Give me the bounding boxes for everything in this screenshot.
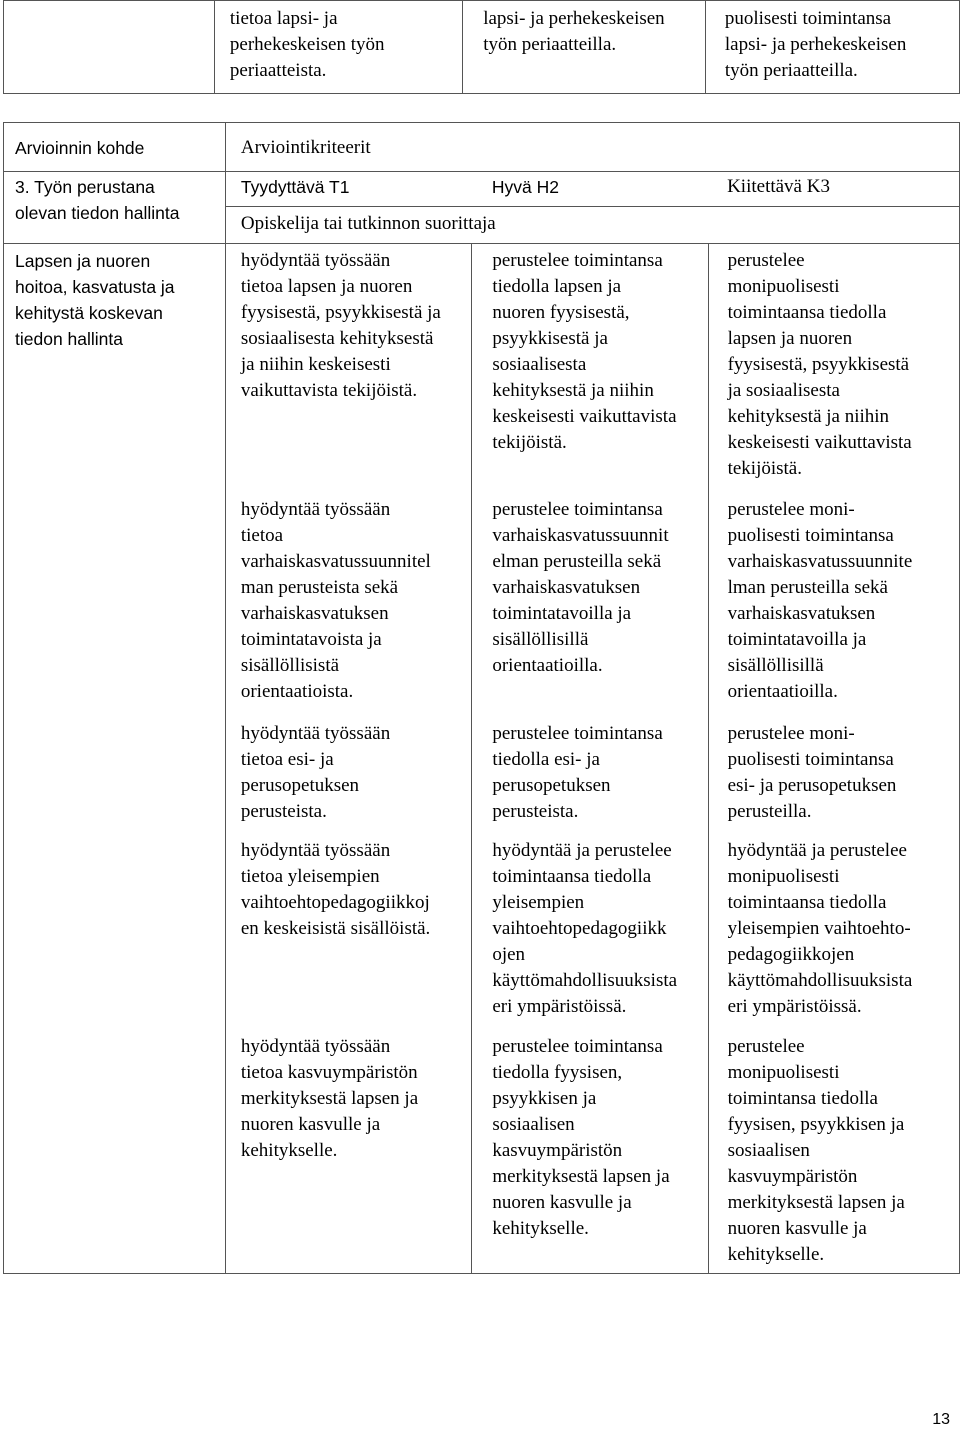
k3-criterion: hyödyntää ja perustelee monipuolisesti toimintaansa tiedolla yleisempien vaihtoehto- pedagogiikkojen käyttömahdollisuuksista eri ympäristöissä. [727, 840, 913, 1017]
t1-criterion: hyödyntää työssään tietoa esi- ja perusopetuksen perusteista. [240, 723, 391, 822]
k3-criterion: perustelee monipuolisesti toimintansa tiedolla fyysisen, psyykkisen ja sosiaalisen kasvuympäristön merkityksestä lapsen ja nuoren kasvulle ja kehitykselle. [727, 1036, 905, 1265]
k3-criterion: perustelee moni- puolisesti toimintansa varhaiskasvatussuunnite lman perusteilla sekä varhaiskasvatuksen toimintatavoilla ja sisällöllisillä orientaatioilla. [727, 499, 913, 702]
target-cell [4, 244, 226, 1274]
grade-t1-header [225, 172, 471, 207]
t1-criterion: hyödyntää työssään tietoa yleisempien vaihtoehtopedagogiikkoj en keskeisistä sisällöistä. [240, 840, 431, 939]
h2-criterion: perustelee toimintansa tiedolla fyysisen, psyykkisen ja sosiaalisen kasvuympäristön merkityksestä lapsen ja nuoren kasvulle ja kehitykselle. [492, 1036, 670, 1239]
assessment-table [3, 122, 960, 1274]
subject-label: Opiskelija tai tutkinnon suorittaja [240, 213, 496, 234]
grade-h2-header [472, 172, 708, 207]
assessment-criteria-label: Arviointikriteerit [240, 137, 371, 158]
t1-criterion: hyödyntää työssään tietoa lapsen ja nuoren fyysisestä, psyykkisestä ja sosiaalisesta kehityksestä ja niihin keskeisesti vaikuttavista tekijöistä. [240, 250, 441, 401]
page-number: 13 [932, 1411, 950, 1428]
top-empty-cell [4, 1, 215, 94]
h2-criterion: perustelee toimintansa tiedolla esi- ja perusopetuksen perusteista. [492, 723, 663, 822]
grade-t1-label: Tyydyttävä T1 [240, 177, 350, 197]
top-t1-text: tietoa lapsi- ja perhekeskeisen työn periaatteista. [229, 8, 385, 81]
top-h2-cell [463, 1, 706, 94]
top-k3-text: puolisesti toimintansa lapsi- ja perhekeskeisen työn periaatteilla. [724, 8, 907, 81]
top-k3-cell [705, 1, 959, 94]
k3-criteria-cell [708, 244, 959, 1274]
section-label: 3. Työn perustana olevan tiedon hallinta [15, 177, 180, 223]
h2-criterion: hyödyntää ja perustelee toimintaansa tiedolla yleisempien vaihtoehtopedagogiikk ojen käyttömahdollisuuksista eri ympäristöissä. [492, 840, 678, 1017]
grade-k3-header [708, 172, 959, 207]
h2-criteria-cell [472, 244, 708, 1274]
top-t1-cell [214, 1, 462, 94]
k3-criterion: perustelee monipuolisesti toimintaansa tiedolla lapsen ja nuoren fyysisestä, psyykkisestä ja sosiaalisesta kehityksestä ja niihin keskeisesti vaikuttavista tekijöistä. [727, 250, 912, 479]
grade-k3-label: Kiitettävä K3 [727, 176, 830, 197]
top-continuation-table [3, 0, 960, 94]
h2-criterion: perustelee toimintansa varhaiskasvatussuunnit elman perusteilla sekä varhaiskasvatuksen toimintatavoilla ja sisällöllisillä orientaatioilla. [492, 499, 669, 676]
subject-header [225, 207, 959, 244]
top-h2-text: lapsi- ja perhekeskeisen työn periaatteilla. [483, 8, 665, 55]
section-label-cell [4, 172, 226, 244]
t1-criterion: hyödyntää työssään tietoa kasvuympäristön merkityksestä lapsen ja nuoren kasvulle ja kehitykselle. [240, 1036, 419, 1161]
k3-criterion: perustelee moni- puolisesti toimintansa esi- ja perusopetuksen perusteilla. [727, 723, 897, 822]
t1-criterion: hyödyntää työssään tietoa varhaiskasvatussuunnitel man perusteista sekä varhaiskasvatuksen toimintatavoista ja sisällöllisistä orientaatioista. [240, 499, 431, 702]
target-text: Lapsen ja nuoren hoitoa, kasvatusta ja kehitystä koskevan tiedon hallinta [15, 251, 175, 349]
assessment-target-label: Arvioinnin kohde [15, 138, 145, 158]
t1-criteria-cell [225, 244, 471, 1274]
assessment-criteria-header [225, 123, 959, 172]
h2-criterion: perustelee toimintansa tiedolla lapsen ja nuoren fyysisestä, psyykkisestä ja sosiaalisesta kehityksestä ja niihin keskeisesti vaikuttavista tekijöistä. [492, 250, 677, 453]
grade-h2-label: Hyvä H2 [491, 177, 559, 197]
assessment-target-header [4, 123, 226, 172]
